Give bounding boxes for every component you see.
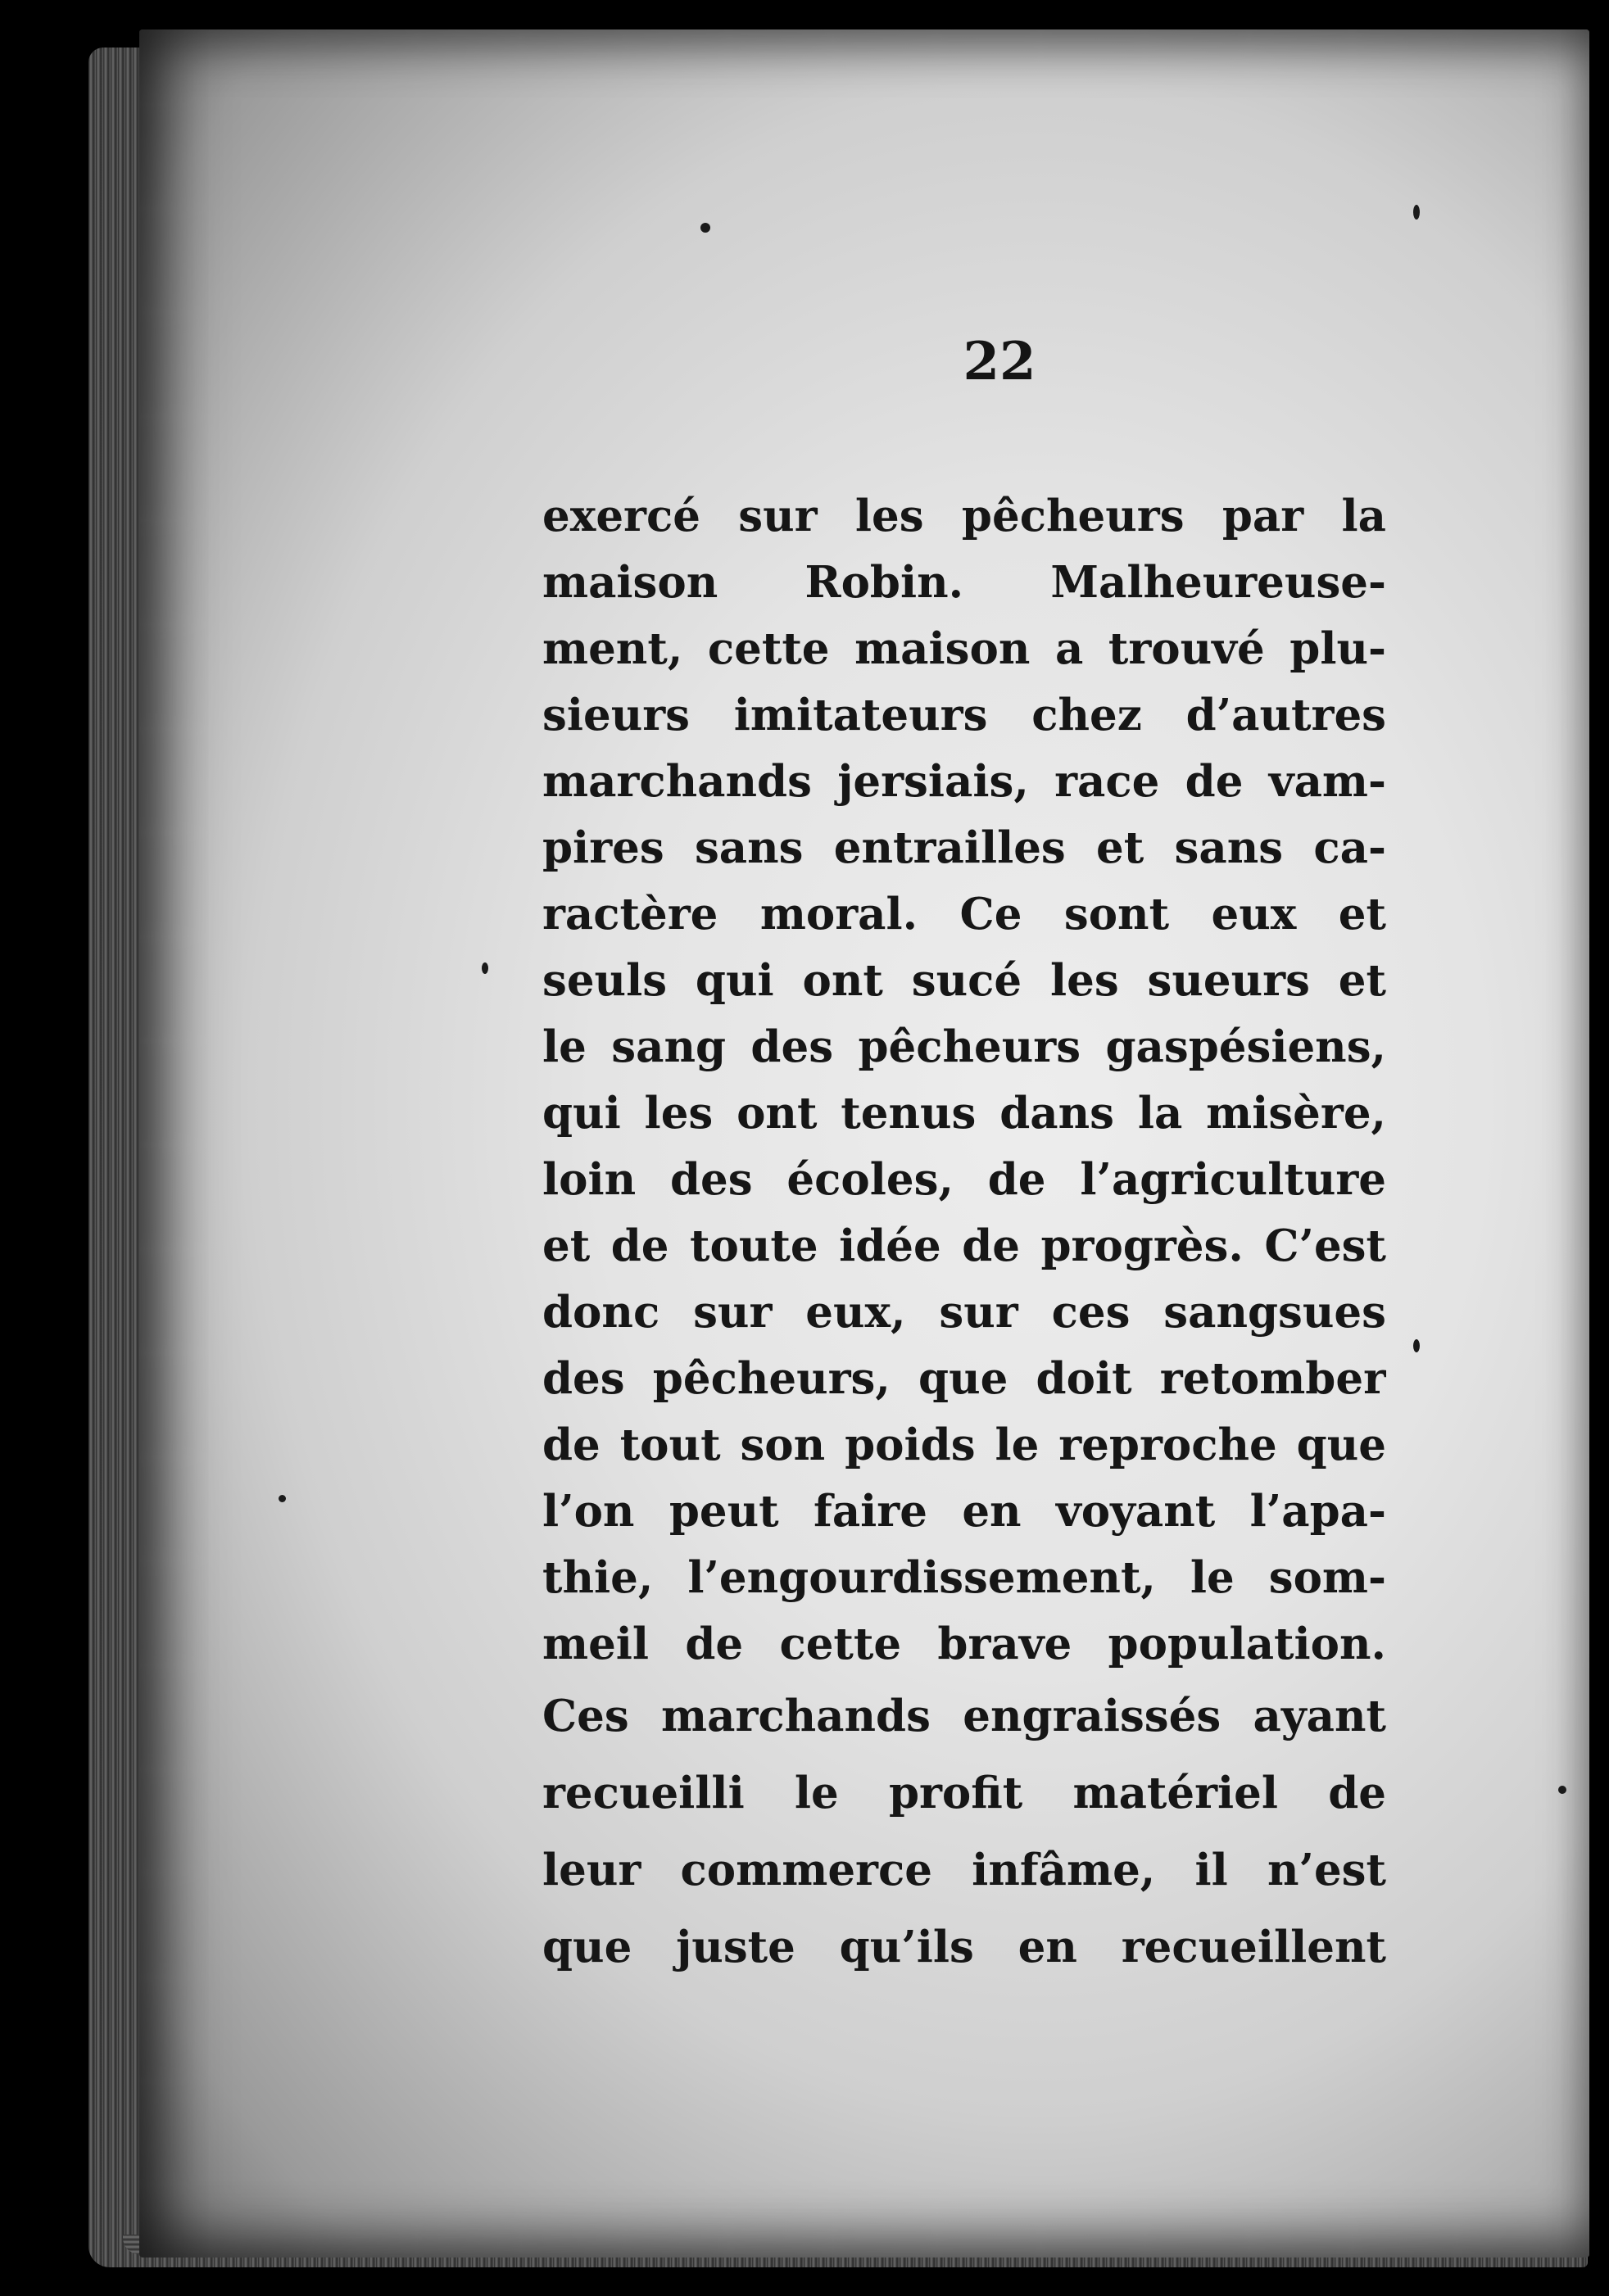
body-text bbox=[542, 483, 1386, 1986]
text-line: le sang des pêcheurs gaspésiens, bbox=[542, 1021, 1386, 1072]
text-line: leur commerce infâme, il n’est bbox=[542, 1845, 1386, 1895]
ink-speck bbox=[1413, 205, 1420, 220]
text-line: recueilli le profit matériel de bbox=[542, 1768, 1386, 1818]
text-line: et de toute idée de progrès. C’est bbox=[542, 1220, 1386, 1271]
text-line: meil de cette brave population. bbox=[542, 1619, 1386, 1669]
page-number: 22 bbox=[963, 331, 1036, 392]
text-line: ment, cette maison a trouvé plu- bbox=[542, 623, 1386, 674]
ink-speck bbox=[700, 223, 710, 233]
ink-speck bbox=[1558, 1786, 1566, 1794]
text-line: de tout son poids le reproche que bbox=[542, 1420, 1386, 1470]
text-line: maison Robin. Malheureuse- bbox=[542, 557, 1386, 608]
text-line: l’on peut faire en voyant l’apa- bbox=[542, 1486, 1386, 1537]
text-line: ractère moral. Ce sont eux et bbox=[542, 889, 1386, 940]
text-line: pires sans entrailles et sans ca- bbox=[542, 822, 1386, 873]
text-line: loin des écoles, de l’agriculture bbox=[542, 1154, 1386, 1205]
text-line: donc sur eux, sur ces sangsues bbox=[542, 1287, 1386, 1338]
text-line: sieurs imitateurs chez d’autres bbox=[542, 690, 1386, 740]
text-line: des pêcheurs, que doit retomber bbox=[542, 1353, 1386, 1404]
text-line: seuls qui ont sucé les sueurs et bbox=[542, 955, 1386, 1006]
text-line: qui les ont tenus dans la misère, bbox=[542, 1088, 1386, 1139]
text-line: thie, l’engourdissement, le som- bbox=[542, 1552, 1386, 1603]
text-line: exercé sur les pêcheurs par la bbox=[542, 491, 1386, 541]
ink-speck bbox=[279, 1495, 286, 1502]
ink-speck bbox=[482, 962, 488, 974]
text-line: marchands jersiais, race de vam- bbox=[542, 756, 1386, 807]
text-line: Ces marchands engraissés ayant bbox=[542, 1691, 1386, 1741]
text-line: que juste qu’ils en recueillent bbox=[542, 1922, 1386, 1972]
ink-speck bbox=[1413, 1339, 1420, 1352]
